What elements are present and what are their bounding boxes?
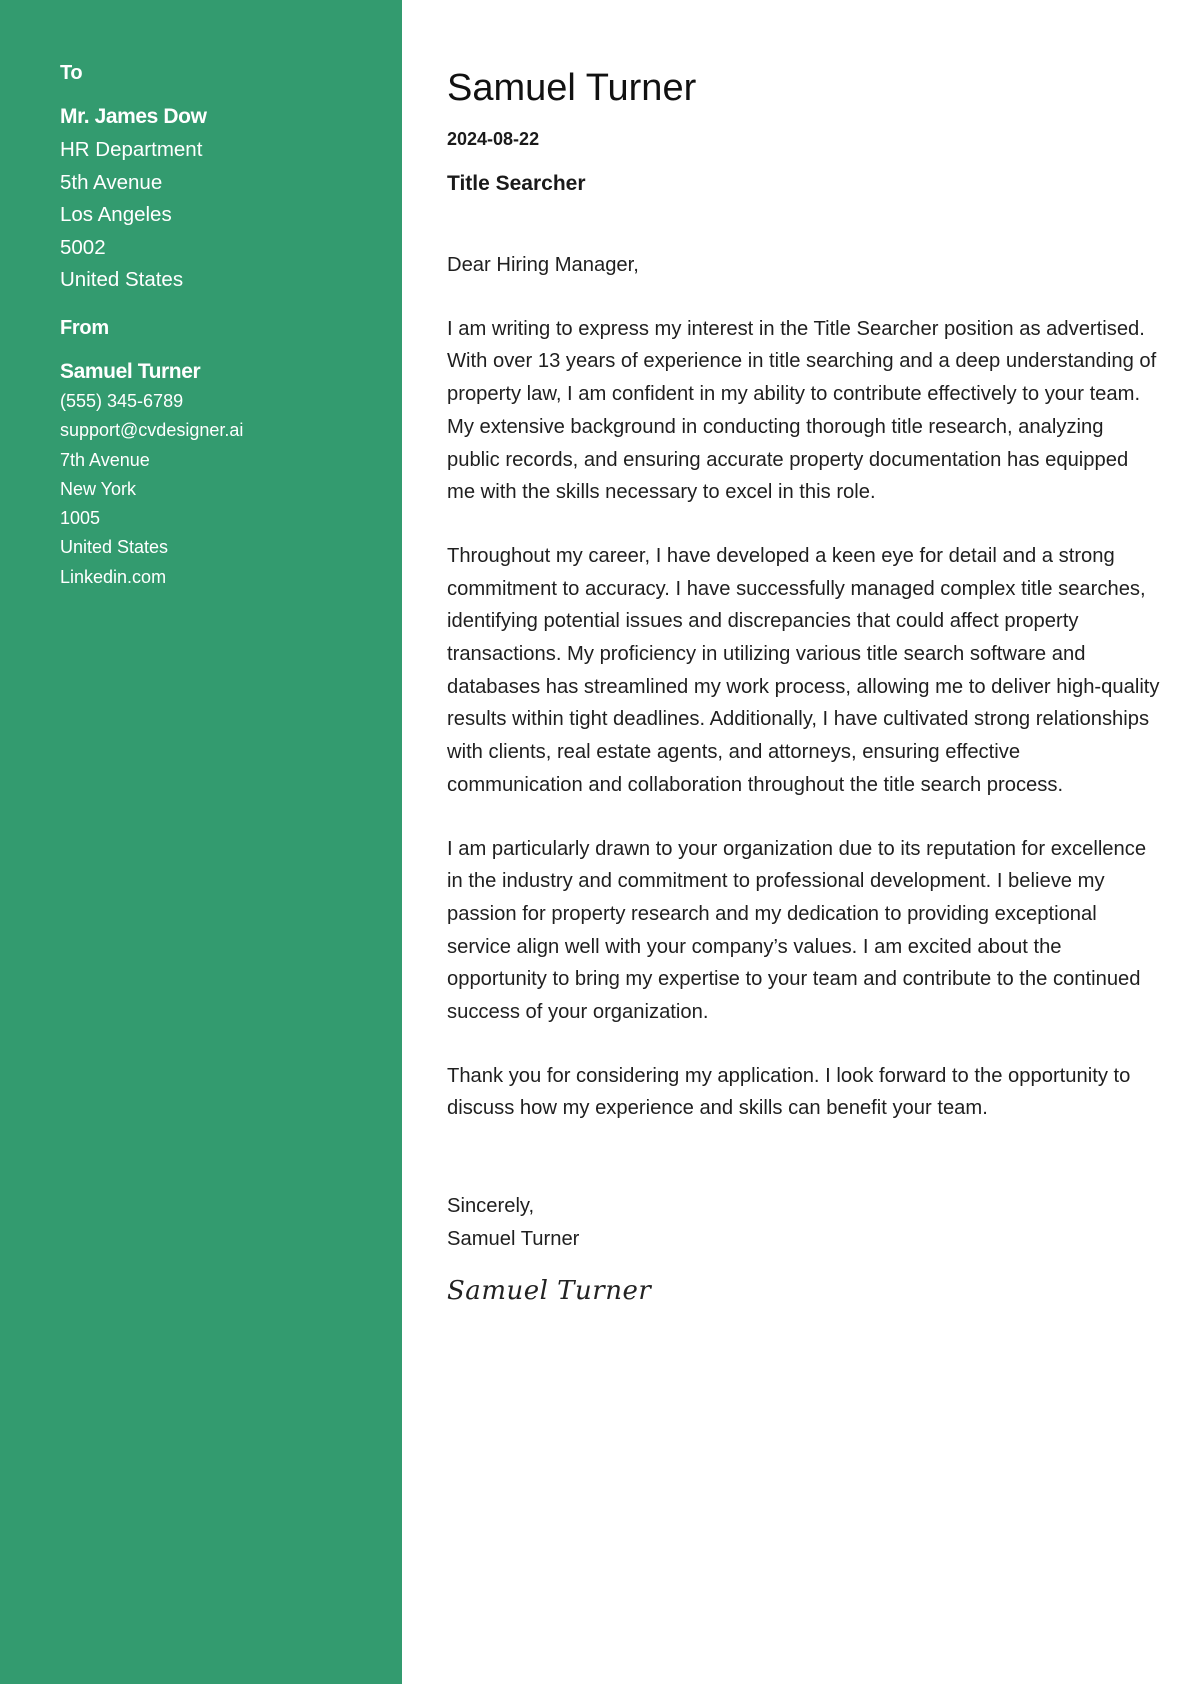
paragraph: Throughout my career, I have developed a keen eye for detail and a strong commitment to accuracy. I have successfully managed complex title searches, identifying potential issues and discrepancies that could affect property transactions. My proficiency in utilizing various title search software and databases has streamlined my work process, allowing me to deliver high-quality results within tight deadlines. Additionally, I have cultivated strong relationships with clients, real estate agents, and attorneys, ensuring effective communication and collaboration throughout the title search process.: [447, 544, 1160, 796]
closing: Sincerely,: [447, 1195, 535, 1218]
sender-street: 7th Avenue: [60, 449, 150, 470]
salutation: Dear Hiring Manager,: [447, 254, 639, 276]
letter-date: 2024-08-22: [447, 129, 540, 149]
sender-block: [60, 317, 382, 592]
recipient-name: Mr. James Dow: [60, 105, 207, 128]
sender-country: United States: [60, 537, 169, 558]
recipient-country: United States: [60, 268, 184, 292]
recipient-heading: To: [60, 62, 83, 84]
sender-website: Linkedin.com: [60, 566, 167, 587]
recipient-zip: 5002: [60, 235, 106, 259]
paragraph: I am particularly drawn to your organization due to its reputation for excellence in the industry and commitment to professional development. I believe my passion for property research and my dedication to providing exceptional service align well with your company’s values. I am excited about the opportunity to bring my expertise to your team and contribute to the continued success of your organization.: [447, 837, 1147, 1024]
recipient-block: [60, 62, 382, 297]
paragraph: I am writing to express my interest in the Title Searcher position as advertised. With over 13 years of experience in title searching and a deep understanding of property law, I am confident in my ability to contribute effectively to your team. My extensive background in conducting thorough title research, analyzing public records, and ensuring accurate property documentation has equipped me with the skills necessary to excel in this role.: [447, 317, 1157, 504]
sender-phone: (555) 345-6789: [60, 390, 184, 411]
sender-zip: 1005: [60, 508, 101, 529]
sender-email: support@cvdesigner.ai: [60, 420, 244, 441]
paragraph: Thank you for considering my application. I look forward to the opportunity to discuss how my experience and skills can benefit your team.: [447, 1064, 1131, 1120]
recipient-department: HR Department: [60, 138, 203, 161]
closing-name: Samuel Turner: [447, 1227, 580, 1250]
sender-heading: From: [60, 316, 109, 339]
recipient-street: 5th Avenue: [60, 170, 163, 194]
job-title: Title Searcher: [447, 172, 586, 195]
sender-city: New York: [60, 478, 137, 499]
handwritten-signature: Samuel Turner: [447, 1275, 652, 1306]
sender-name: Samuel Turner: [60, 359, 201, 383]
author-name-title: Samuel Turner: [447, 67, 697, 109]
letter-body: [402, 0, 1200, 1684]
recipient-city: Los Angeles: [60, 203, 172, 227]
contact-sidebar: [0, 0, 402, 1684]
